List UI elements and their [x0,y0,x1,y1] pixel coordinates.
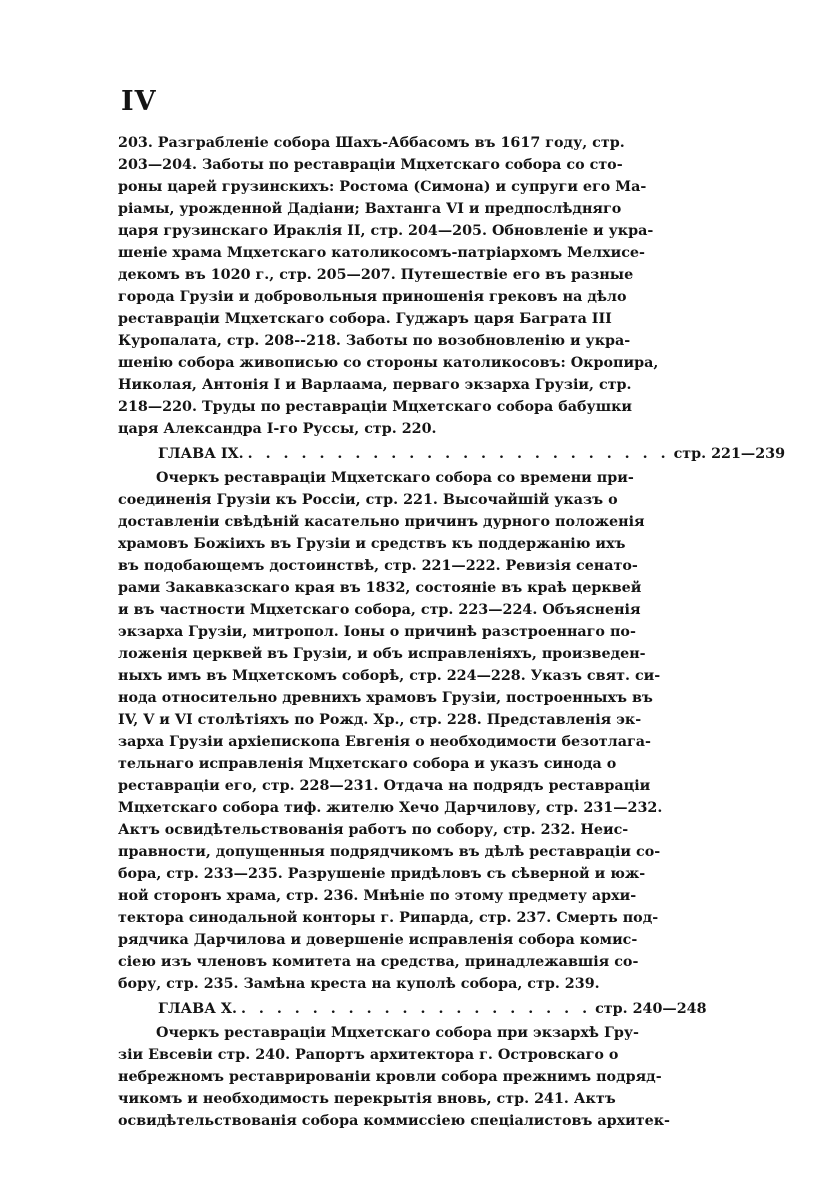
page-number: IV [121,86,157,117]
text-line: Очеркъ реставраціи Мцхетскаго собора при экзархѣ Гру- [156,1025,639,1041]
text-line: сіею изъ членовъ комитета на средства, принадлежавшія со- [118,954,639,970]
text-line: бору, стр. 235. Замѣна креста на куполѣ собора, стр. 239. [118,976,600,992]
text-line: города Грузіи и добровольныя приношенія грековъ на дѣло [118,289,627,305]
text-line: небрежномъ реставрированіи кровли собора прежнимъ подряд- [118,1069,662,1085]
text-line: доставленіи свѣдѣній касательно причинъ дурного положенія [118,514,645,530]
text-line: Очеркъ реставраціи Мцхетскаго собора со времени при- [156,470,634,486]
leader-dots: . . . . . . . . . . . . . . . . . . . . . . . . [247,446,670,462]
text-line: шенію собора живописью со стороны католикосовъ: Окропира, [118,355,659,371]
text-line: декомъ въ 1020 г., стр. 205—207. Путешествіе его въ разные [118,267,634,283]
text-line: рядчика Дарчилова и довершеніе исправленія собора комис- [118,932,638,948]
text-line: освидѣтельствованія собора коммиссіею спеціалистовъ архитек- [118,1113,670,1129]
leader-dots: . . . . . . . . . . . . . . . . . . . . [240,1001,592,1017]
text-line: бора, стр. 233—235. Разрушеніе придѣловъ съ сѣверной и юж- [118,866,646,882]
text-line: въ подобающемъ достоинствѣ, стр. 221—222. Ревизія сенато- [118,558,638,574]
text-line: тельнаго исправленія Мцхетскаго собора и указъ синода о [118,756,617,772]
text-line: тектора синодальной конторы г. Рипарда, стр. 237. Смерть под- [118,910,659,926]
text-line: роны царей грузинскихъ: Ростома (Симона) и супруги его Ма- [118,179,647,195]
text-line: Актъ освидѣтельствованія работъ по собору, стр. 232. Неис- [118,822,629,838]
text-line: ныхъ имъ въ Мцхетскомъ соборѣ, стр. 224—228. Указъ свят. си- [118,668,661,684]
text-line: царя грузинскаго Ираклія II, стр. 204—205. Обновленіе и укра- [118,223,654,239]
text-line: ной сторонъ храма, стр. 236. Мнѣніе по этому предмету архи- [118,888,637,904]
text-line: ложенія церквей въ Грузіи, и объ исправленіяхъ, произведен- [118,646,646,662]
text-line: храмовъ Божіихъ въ Грузіи и средствъ къ поддержанію ихъ [118,536,626,552]
text-line: и въ частности Мцхетскаго собора, стр. 223—224. Объясненія [118,602,641,618]
chapter-10-heading [158,998,707,1020]
text-line: 203. Разграбленіе собора Шахъ-Аббасомъ въ 1617 году, стр. [118,135,625,151]
text-line: 203—204. Заботы по реставраціи Мцхетскаго собора со сто- [118,157,623,173]
text-line: шеніе храма Мцхетскаго католикосомъ-патріархомъ Мелхисе- [118,245,645,261]
text-line: Мцхетскаго собора тиф. жителю Хечо Дарчилову, стр. 231—232. [118,800,663,816]
chapter-pages: стр. 240—248 [595,1001,707,1017]
chapter-pages: стр. 221—239 [673,446,786,462]
chapter-title: ГЛАВА X. [158,1001,237,1017]
text-line: нода относительно древнихъ храмовъ Грузіи, построенныхъ въ [118,690,653,706]
text-line: чикомъ и необходимость перекрытія вновь, стр. 241. Актъ [118,1091,616,1107]
text-line: экзарха Грузіи, митропол. Іоны о причинѣ разстроеннаго по- [118,624,636,640]
text-line: реставраціи Мцхетскаго собора. Гуджаръ царя Баграта III [118,311,612,327]
chapter-9-heading [158,443,786,465]
text-line: зіи Евсевіи стр. 240. Рапортъ архитектора г. Островскаго о [118,1047,619,1063]
text-line: Николая, Антонія I и Варлаама, перваго экзарха Грузіи, стр. [118,377,632,393]
text-line: Куропалата, стр. 208--218. Заботы по возобновленію и укра- [118,333,631,349]
text-line: рами Закавказскаго края въ 1832, состояніе въ краѣ церквей [118,580,642,596]
text-line: ріамы, урожденной Дадіани; Вахтанга VI и предпослѣдняго [118,201,622,217]
text-line: IV, V и VI столѣтіяхъ по Рожд. Хр., стр. 228. Представленія эк- [118,712,642,728]
text-line: правности, допущенныя подрядчикомъ въ дѣлѣ реставраціи со- [118,844,661,860]
text-line: реставраціи его, стр. 228—231. Отдача на подрядъ реставраціи [118,778,651,794]
chapter-title: ГЛАВА IX. [158,446,244,462]
text-line: 218—220. Труды по реставраціи Мцхетскаго собора бабушки [118,399,632,415]
text-line: царя Александра I-го Руссы, стр. 220. [118,421,437,437]
text-line: зарха Грузіи архіепископа Евгенія о необходимости безотлага- [118,734,651,750]
text-line: соединенія Грузіи къ Россіи, стр. 221. Высочайшій указъ о [118,492,618,508]
